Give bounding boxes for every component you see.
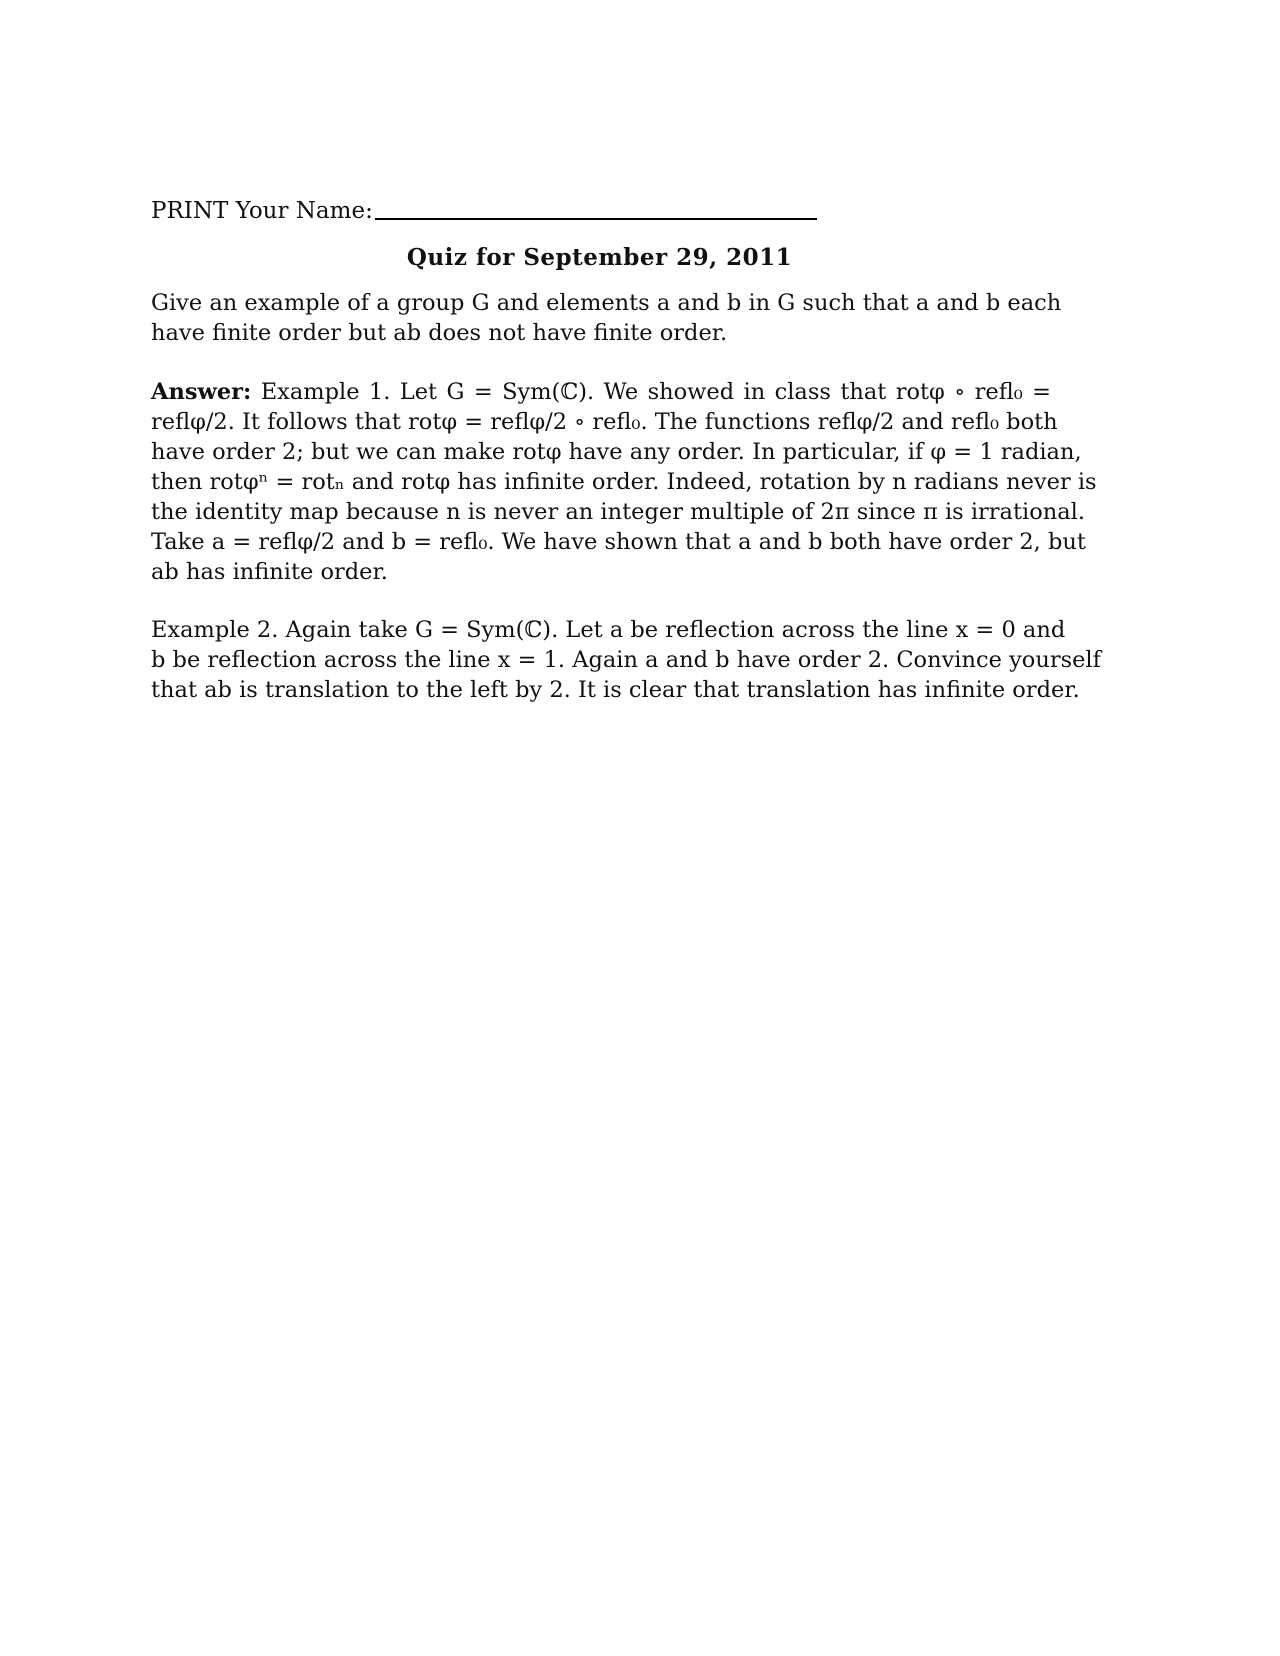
answer-label: Answer:	[151, 379, 252, 405]
answer-line: have order 2; but we can make rotφ have any order. In particular, if φ = 1 radian,	[151, 439, 1082, 465]
question-line: have finite order but ab does not have finite order.	[151, 320, 728, 346]
answer-line: then rotφⁿ = rotₙ and rotφ has infinite order. Indeed, rotation by n radians never is	[151, 469, 1097, 495]
example2-line: Example 2. Again take G = Sym(ℂ). Let a be reflection across the line x = 0 and	[151, 617, 1066, 643]
answer-line	[151, 377, 1051, 407]
name-field-row	[151, 198, 817, 224]
example2-line: that ab is translation to the left by 2. It is clear that translation has infinite order.	[151, 677, 1080, 703]
answer-line-text: Example 1. Let G = Sym(ℂ). We showed in class that rotφ ∘ refl₀ =	[251, 379, 1051, 405]
example2-line: b be reflection across the line x = 1. Again a and b have order 2. Convince yourself	[151, 647, 1101, 673]
question-line: Give an example of a group G and elements a and b in G such that a and b each	[151, 290, 1062, 316]
example2-paragraph	[151, 615, 1101, 705]
name-blank-line	[375, 218, 817, 220]
answer-line: the identity map because n is never an integer multiple of 2π since π is irrational.	[151, 499, 1086, 525]
answer-line: reflφ/2. It follows that rotφ = reflφ/2 ∘ refl₀. The functions reflφ/2 and refl₀ both	[151, 409, 1058, 435]
answer-paragraph	[151, 377, 1097, 587]
name-label: PRINT Your Name:	[151, 198, 373, 224]
question-paragraph	[151, 288, 1062, 348]
answer-line: ab has infinite order.	[151, 559, 388, 585]
answer-line: Take a = reflφ/2 and b = refl₀. We have shown that a and b both have order 2, but	[151, 529, 1086, 555]
quiz-title: Quiz for September 29, 2011	[406, 244, 793, 271]
